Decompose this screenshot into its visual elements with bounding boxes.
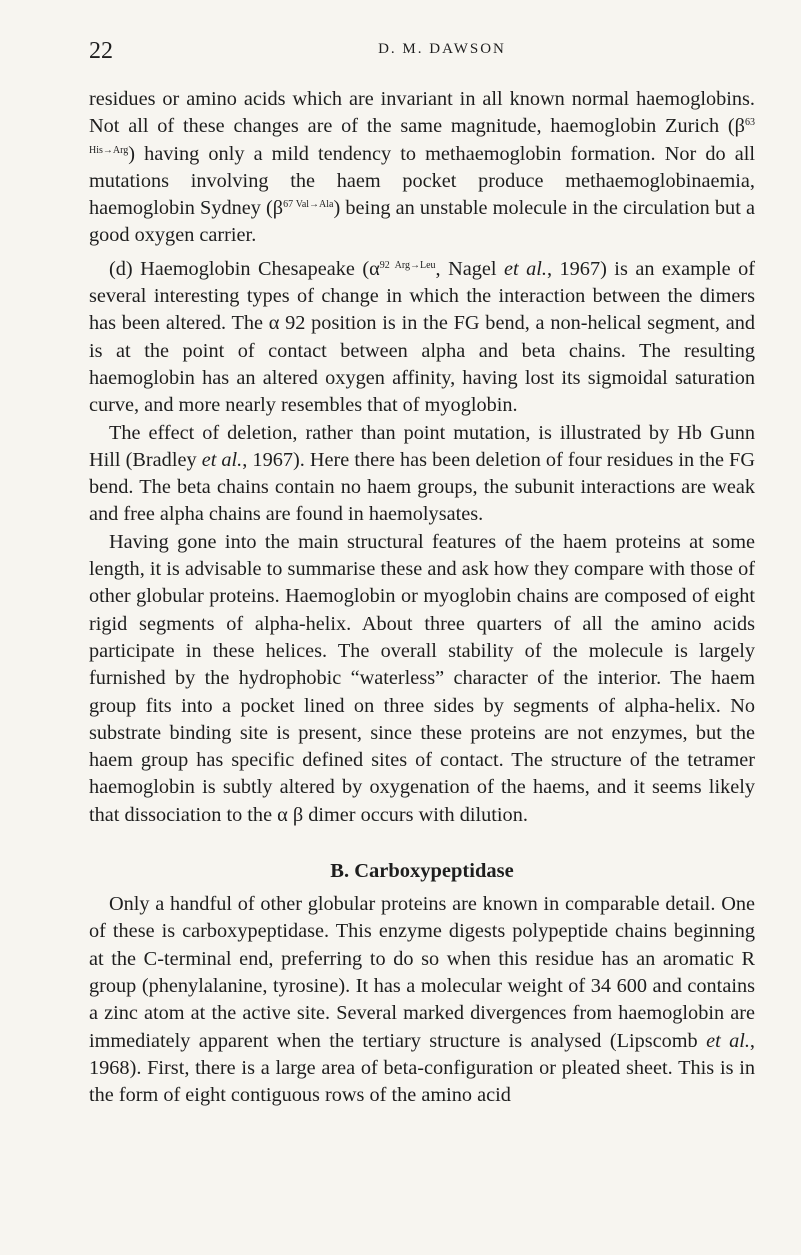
- paragraph-gunn-hill: [89, 420, 755, 529]
- running-head: D. M. DAWSON: [378, 41, 506, 57]
- body-text: [89, 86, 755, 1109]
- text-run: The effect of deletion, rather than point mutation, is illustrated by Hb Gunn Hill (Bradley: [89, 421, 755, 471]
- text-run: , 1967). Here there has been deletion of four residues in the FG bend. The beta chains contain no haem groups, the subunit interactions are weak and free alpha chains are found in haemolysates.: [89, 448, 755, 526]
- text-run: , 1968). First, there is a large area of beta-configuration or pleated sheet. This is in the form of eight contiguous rows of the amino acid: [89, 1029, 755, 1107]
- text-run: ) having only a mild tendency to methaemoglobin formation. Nor do all mutations involving the haem pocket produce methaemoglobinaemia, haemoglobin Sydney (β: [89, 142, 755, 220]
- citation-et-al: et al.: [706, 1029, 750, 1052]
- section-heading: B. Carboxypeptidase: [330, 860, 514, 883]
- text-run: ) being an unstable molecule in the circulation but a good oxygen carrier.: [89, 197, 755, 247]
- mutation-superscript: 92 Arg→Leu: [379, 259, 436, 271]
- text-run: residues or amino acids which are invariant in all known normal haemoglobins. Not all of these changes are of the same magnitude, haemoglobin Zurich (β: [89, 88, 755, 138]
- paragraph-summary: Having gone into the main structural features of the haem proteins at some length, it is advisable to summarise these and ask how they compare with those of other globular proteins. Haemoglobin or myoglobin chains are composed of eight rigid segments of alpha-helix. About three quarters of all the amino acids participate in these helices. The overall stability of the molecule is largely furnished by the hydrophobic “waterless” character of the interior. The haem group fits into a pocket lined on three sides by segments of alpha-helix. No substrate binding site is present, since these proteins are not enzymes, but the haem group has specific defined sites of contact. The structure of the tetramer haemoglobin is subtly altered by oxygenation of the haems, and it seems likely that dissociation to the α β dimer occurs with dilution.: [89, 530, 755, 826]
- page-header: [89, 36, 755, 76]
- text-run: (d) Haemoglobin Chesapeake (α: [109, 257, 380, 280]
- paragraph-carboxypeptidase: [89, 891, 755, 1109]
- page-number: 22: [89, 38, 113, 64]
- paragraph-continuation: [89, 86, 755, 250]
- text-run: , 1967) is an example of several interesting types of change in which the interaction between the dimers has been altered. The α 92 position is in the FG bend, a non-helical segment, and is at the point of contact between alpha and beta chains. The resulting haemoglobin has an altered oxygen affinity, having lost its sigmoidal saturation curve, and more nearly resembles that of myoglobin.: [89, 257, 755, 417]
- mutation-superscript: 63 His→Arg: [89, 117, 755, 156]
- paragraph-chesapeake: [89, 256, 755, 420]
- mutation-superscript: 67 Val→Ala: [283, 199, 334, 211]
- citation-et-al: et al.: [201, 448, 243, 471]
- text-run: , Nagel: [435, 257, 504, 280]
- citation-et-al: et al.: [504, 257, 547, 280]
- text-run: Only a handful of other globular proteins are known in comparable detail. One of these is carboxypeptidase. This enzyme digests polypeptide chains beginning at the C-terminal end, preferring to do so when this residue has an aromatic R group (phenylalanine, tyrosine). It has a molecular weight of 34 600 and contains a zinc atom at the active site. Several marked divergences from haemoglobin are immediately apparent when the tertiary structure is analysed (Lipscomb: [89, 893, 755, 1052]
